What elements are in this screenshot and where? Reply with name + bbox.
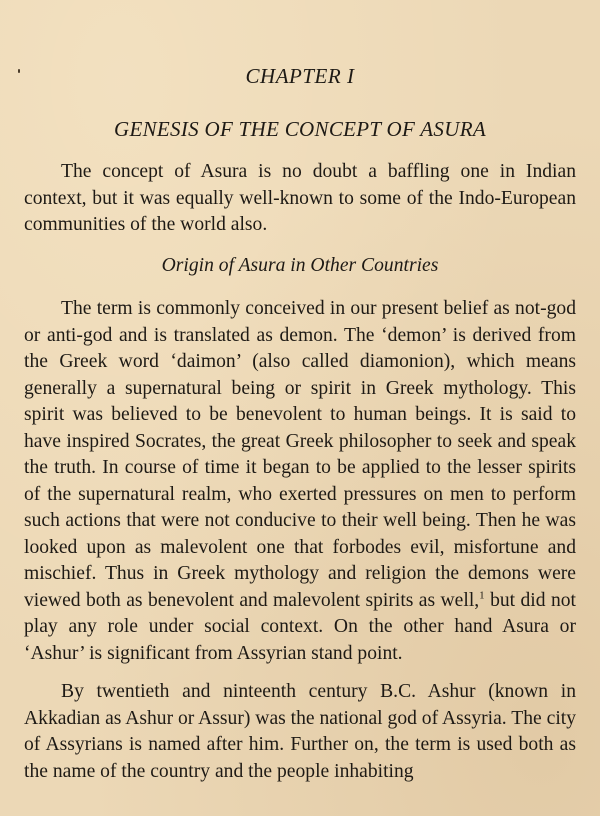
paragraph-ashur: By twentieth and ninteenth century B.C. Ashur (known in Akkadian as Ashur or Assur) was the national god of Assyria. The city of Assyrians is named after him. Further on, the term is used both as the name of the country and the people inhabiting: [24, 681, 576, 782]
footnote-marker: 1: [479, 588, 485, 601]
chapter-label: CHAPTER I: [245, 64, 355, 88]
section-subheading: Origin of Asura in Other Countries: [161, 255, 439, 276]
chapter-title: GENESIS OF THE CONCEPT OF ASURA: [114, 117, 486, 141]
paragraph-origin: [24, 296, 576, 667]
paragraph-origin-text-end: but did not play any role under social context. On the other hand Asura or ‘Ashur’ is significant from Assyrian stand point.: [24, 589, 576, 664]
paragraph-origin-text-start: The term is commonly conceived in our present belief as not-god or anti-god and is translated as demon. The ‘demon’ is derived from the Greek word ‘daimon’ (also called diamonion), which means generally a supernatural being or spirit in Greek mythology. This spirit was believed to be benevolent to human beings. It is said to have inspired Socrates, the great Greek philosopher to seek and speak the truth. In course of time it began to be applied to the lesser spirits of the supernatural realm, who exerted pressures on men to perform such actions that were not conducive to their well being. Then he was looked upon as malevolent one that forbodes evil, misfortune and mischief. Thus in Greek mythology and religion the demons were viewed both as benevolent and malevolent spirits as well,: [24, 298, 576, 611]
paragraph-intro: The concept of Asura is no doubt a baffling one in Indian context, but it was equally well-known to some of the Indo-European communities of the world also.: [24, 161, 576, 235]
